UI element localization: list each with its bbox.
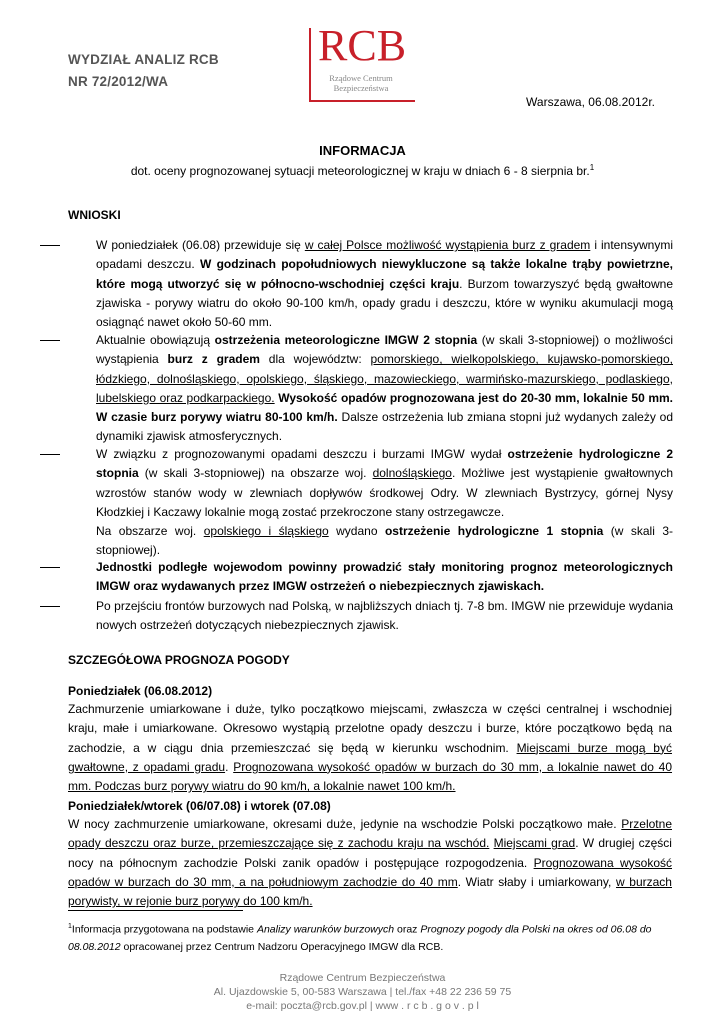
subtitle-text: dot. oceny prognozowanej sytuacji meteorologicznej w kraju w dniach 6 - 8 sierpnia br.	[130, 164, 590, 178]
text-run-underlined: Przelotne opady deszczu oraz burze, przemieszczające się z zachodu kraju na wschód.	[68, 817, 672, 851]
text-run-bold: W godzinach popołudniowych niewykluczone są także lokalne trąby powietrzne, które mogą utworzyć się w północno-wschodniej części kraju	[96, 257, 673, 291]
text-run: (w skali 3-stopniowej) o możliwości wystąpienia	[96, 333, 674, 367]
footnote-ref: 1	[589, 163, 595, 172]
text-run-underlined: Miejscami burze mogą być gwałtowne, z opadami gradu	[68, 740, 672, 774]
text-run-underlined: Prognozowana wysokość opadów w burzach do 30 mm, a na południowym zachodzie do 40 mm	[68, 855, 672, 889]
bullet-dash	[40, 606, 60, 607]
logo-subtitle-line2: Bezpieczeństwa	[333, 83, 389, 93]
text-run: (w skali 3-stopniowej) na obszarze woj.	[138, 466, 373, 481]
text-run-underlined: w całej Polsce możliwość wystąpienia burz z gradem	[304, 238, 591, 252]
text-run-bold: ostrzeżenia meteorologiczne IMGW 2 stopnia	[214, 333, 478, 347]
logo: RCB	[318, 21, 407, 70]
text-run-italic: Prognozy pogody dla Polski na okres od 06.08 do 08.08.2012	[68, 923, 652, 953]
text-run-bold: ostrzeżenie hydrologiczne 1 stopnia	[384, 524, 604, 539]
day1-forecast	[68, 700, 672, 796]
text-run: i intensywnymi opadami deszczu.	[96, 238, 674, 272]
text-run: W poniedziałek (06.08) przewiduje się	[96, 238, 305, 252]
day2-heading: Poniedziałek/wtorek (06/07.08) i wtorek (07.08)	[68, 799, 331, 813]
text-run: . W drugiej części nocy na północnym zachodzie Polski zanik opadów i postępujące rozpogodzenia.	[68, 836, 672, 870]
document-number: NR 72/2012/WA	[68, 74, 169, 89]
text-run: . Możliwe jest wystąpienie gwałtownych wzrostów stanów wody w zlewniach dopływów środkowej Odry. W zlewniach Bystrzycy, górnej Nysy Kłodzkiej i Kaczawy lokalnie mogą zostać przekroczone stany ostrzegawcze.	[96, 466, 673, 519]
text-run: . Wiatr słaby i umiarkowany,	[457, 874, 616, 889]
text-run: Informacja przygotowana na podstawie	[71, 923, 257, 936]
text-run: . Burzom towarzyszyć będą gwałtowne zjawiska - porywy wiatru do około 90-100 km/h, opady gradu i deszczu, które w wyniku akumulacji mogą osiągnąć nawet około 50-60 mm.	[96, 276, 673, 330]
document-subtitle	[0, 163, 725, 178]
text-run: (w skali 3-stopniowej).	[96, 524, 674, 558]
logo-subtitle	[318, 73, 404, 93]
bullet-dash	[40, 340, 60, 341]
day2-forecast	[68, 815, 672, 911]
footer-contact: e-mail: poczta@rcb.gov.pl | www . r c b . g o v . p l	[246, 1000, 479, 1012]
footer-org: Rządowe Centrum Bezpieczeństwa	[279, 972, 446, 984]
text-run: Zachmurzenie umiarkowane i duże, tylko początkowo miejscami, zwłaszcza w części centralnej i wschodniej kraju, małe i umiarkowane. Okresowo wystąpią przelotne opady deszczu i burze, które początkowo będą na zachodzie, a w ciągu dnia przemieszczać się będą w kierunku wschodnim.	[68, 702, 672, 755]
text-run: Po przejściu frontów burzowych nad Polską, w najbliższych dniach tj. 7-8 bm. IMGW nie przewiduje wydania nowych ostrzeżeń dotyczących niebezpiecznych zjawisk.	[96, 599, 673, 633]
footnote	[68, 918, 678, 956]
text-run: Aktualnie obowiązują	[96, 333, 215, 347]
section-heading-prognoza: SZCZEGÓŁOWA PROGNOZA POGODY	[68, 653, 290, 667]
footer-address: Al. Ujazdowskie 5, 00-583 Warszawa | tel./fax +48 22 236 59 75	[213, 986, 512, 998]
department-name: WYDZIAŁ ANALIZ RCB	[68, 52, 219, 67]
bullet-dash	[40, 567, 60, 568]
text-run-bold: Wysokość opadów prognozowana jest do 20-30 mm, lokalnie 50 mm. W czasie burz porywy wiatru 80-100 km/h.	[96, 390, 674, 425]
footnote-number: 1	[68, 923, 72, 930]
text-run-italic: Analizy warunków burzowych	[256, 923, 395, 936]
bullet-2	[96, 331, 673, 447]
document-title: INFORMACJA	[319, 143, 406, 158]
text-run-underlined: opolskiego i śląskiego	[203, 524, 329, 539]
bullet-4	[96, 558, 673, 597]
text-run-underlined: Miejscami grad	[493, 836, 576, 851]
logo-subtitle-line1: Rządowe Centrum	[329, 73, 393, 83]
text-run: W nocy zachmurzenie umiarkowane, okresami duże, jedynie na wschodzie Polski początkowo małe.	[68, 817, 622, 831]
text-run: W związku z prognozowanymi opadami deszczu i burzami IMGW wydał	[96, 447, 508, 461]
text-run: Dalsze ostrzeżenia lub zmiana stopni już wydanych zależy od dynamiki zjawisk atmosferycznych.	[96, 410, 673, 444]
bullet-3	[96, 445, 673, 561]
bullet-dash	[40, 454, 60, 455]
text-run: dla województw:	[259, 352, 371, 367]
bullet-dash	[40, 245, 60, 246]
day1-heading: Poniedziałek (06.08.2012)	[68, 684, 213, 698]
text-run-underlined: w burzach porywisty, w rejonie burz porywy do 100 km/h.	[68, 874, 672, 909]
footnote-divider	[68, 910, 243, 911]
document-date: Warszawa, 06.08.2012r.	[526, 95, 655, 109]
text-run-underlined: dolnośląskiego	[372, 466, 452, 481]
text-run-underlined: Prognozowana wysokość opadów w burzach do 30 mm, a lokalnie nawet do 40 mm. Podczas burz porywy wiatru do 90 km/h, a lokalnie nawet 100 km/h.	[68, 759, 673, 794]
text-run: Na obszarze woj.	[96, 524, 204, 539]
section-heading-wnioski: WNIOSKI	[68, 208, 121, 222]
text-run: .	[225, 759, 234, 774]
text-run: oraz	[394, 923, 421, 936]
text-run: opracowanej przez Centrum Nadzoru Operacyjnego IMGW dla RCB.	[120, 940, 444, 953]
text-run: wydano	[328, 524, 385, 539]
text-run-bold: burz z gradem	[167, 352, 260, 367]
text-run-underlined: pomorskiego, wielkopolskiego, kujawsko-pomorskiego, łódzkiego, dolnośląskiego, opolskiego, śląskiego, mazowieckiego, warmińsko-mazurskiego, podlaskiego, lubelskiego oraz podkarpackiego.	[96, 352, 673, 405]
text-run-bold: ostrzeżenie hydrologiczne 2 stopnia	[96, 447, 673, 481]
text-run-bold: Jednostki podległe wojewodom powinny prowadzić stały monitoring prognoz meteorologicznych IMGW oraz wydawanych przez IMGW ostrzeżeń o niebezpiecznych zjawiskach.	[96, 560, 673, 594]
bullet-5	[96, 597, 673, 636]
bullet-1	[96, 236, 673, 332]
